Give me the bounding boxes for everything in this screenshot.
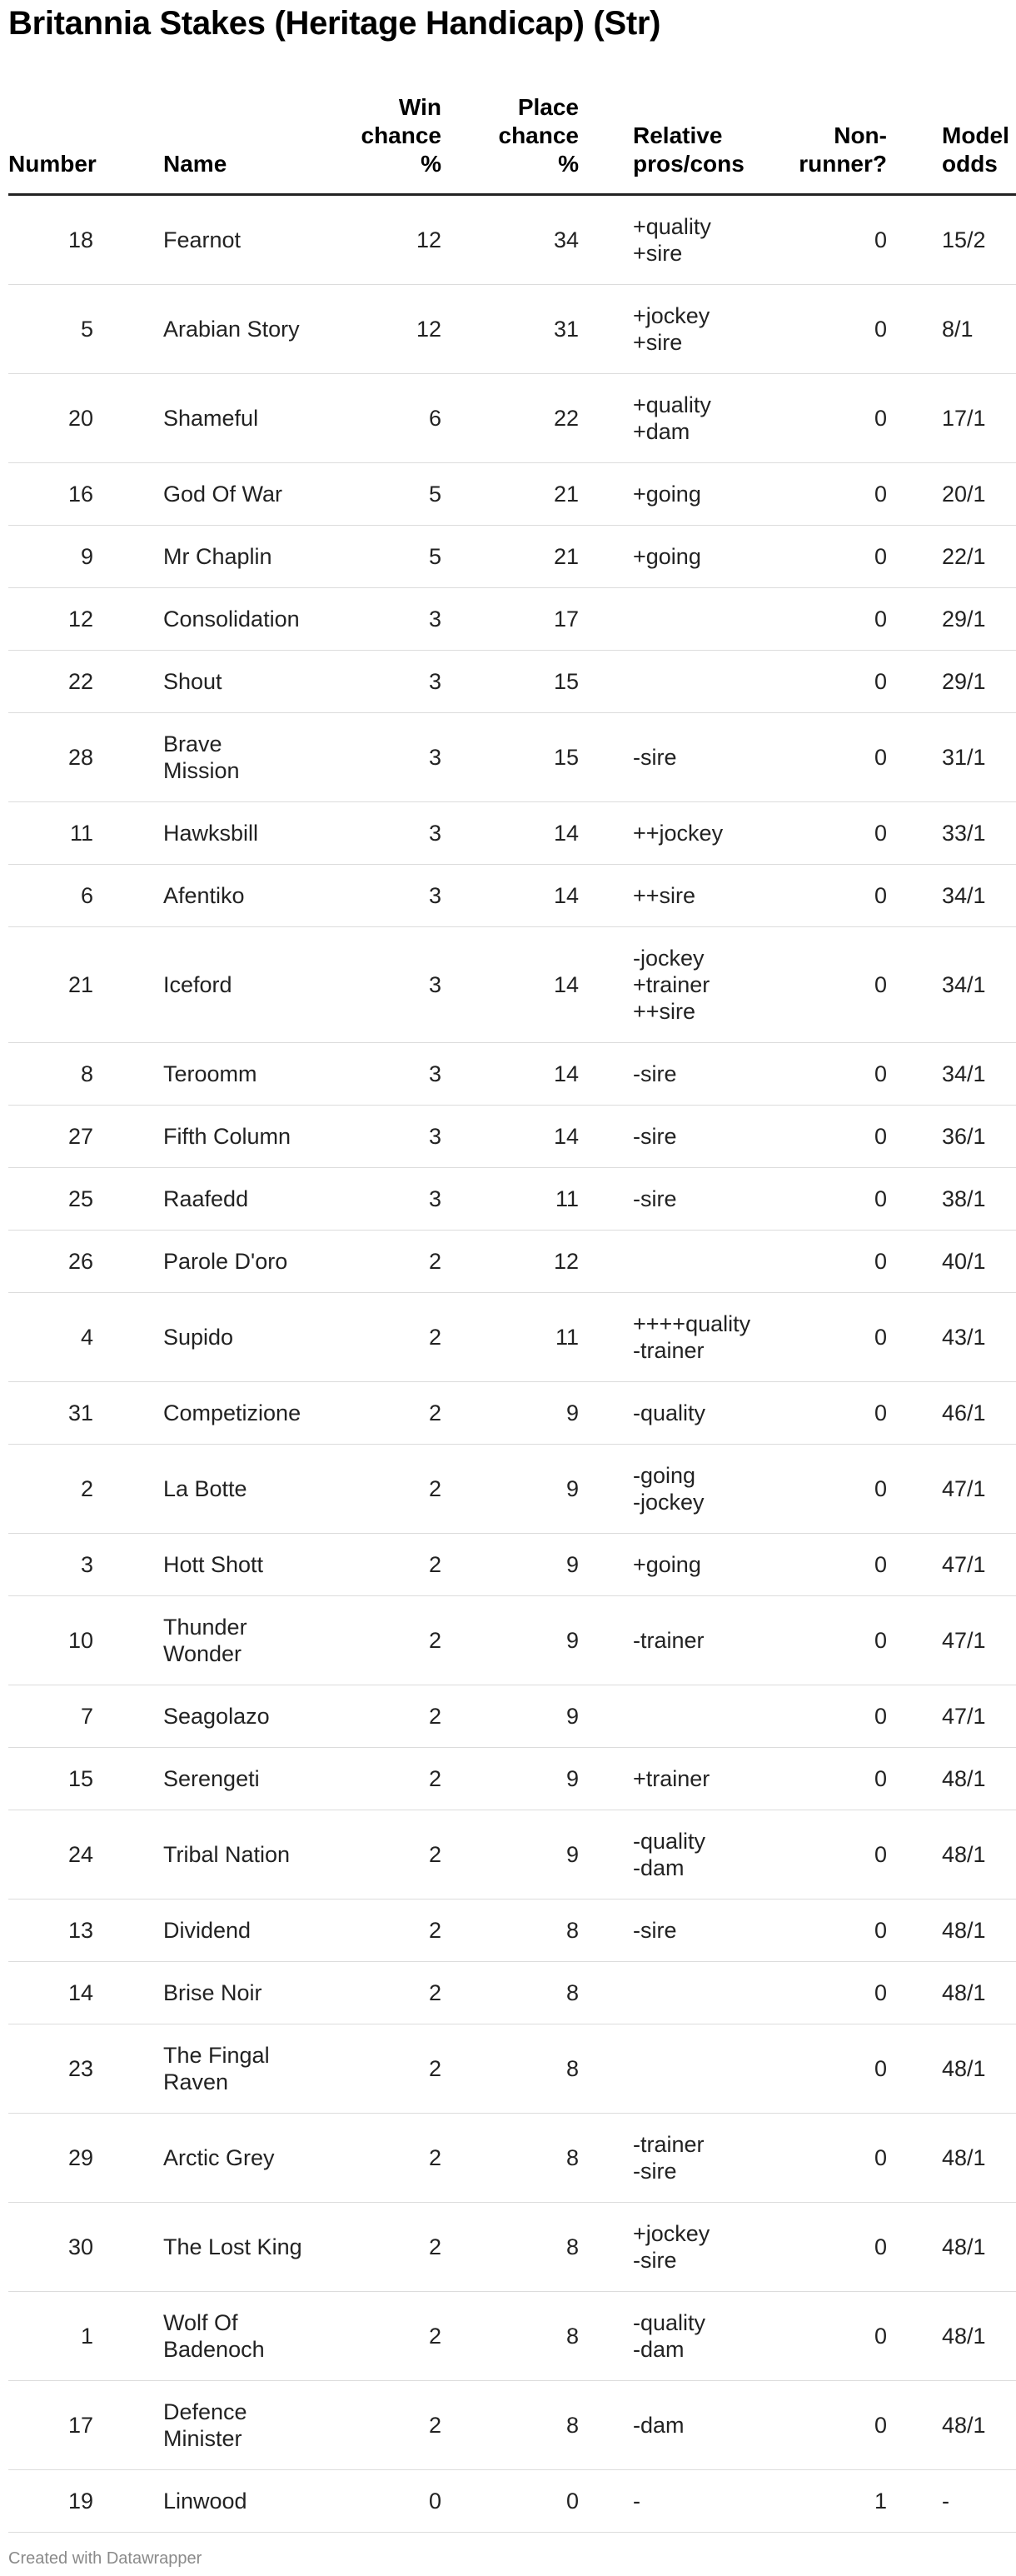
cell-model-odds: 34/1 xyxy=(887,1043,1016,1106)
cell-win-chance: 12 xyxy=(341,195,441,285)
cell-non-runner: 0 xyxy=(770,1043,887,1106)
cell-place-chance: 8 xyxy=(441,1900,579,1962)
cell-model-odds: 47/1 xyxy=(887,1685,1016,1748)
table-row xyxy=(8,2381,1016,2470)
table-row xyxy=(8,2292,1016,2381)
table-row xyxy=(8,1382,1016,1445)
cell-horse-name: Mr Chaplin xyxy=(100,526,341,588)
cell-place-chance: 9 xyxy=(441,1382,579,1445)
cell-model-odds: 40/1 xyxy=(887,1231,1016,1293)
cell-horse-name: La Botte xyxy=(100,1445,341,1534)
cell-number: 27 xyxy=(8,1106,100,1168)
cell-number: 16 xyxy=(8,463,100,526)
cell-model-odds: 17/1 xyxy=(887,374,1016,463)
cell-non-runner: 0 xyxy=(770,651,887,713)
table-row xyxy=(8,927,1016,1043)
cell-horse-name: God Of War xyxy=(100,463,341,526)
cell-win-chance: 2 xyxy=(341,1900,441,1962)
cell-win-chance: 5 xyxy=(341,526,441,588)
table-body xyxy=(8,195,1016,2533)
cell-model-odds: 48/1 xyxy=(887,2381,1016,2470)
cell-relative-pros-cons: -sire xyxy=(579,1106,770,1168)
cell-relative-pros-cons xyxy=(579,1962,770,2024)
cell-horse-name: Brise Noir xyxy=(100,1962,341,2024)
table-row xyxy=(8,588,1016,651)
cell-relative-pros-cons: +going xyxy=(579,463,770,526)
cell-relative-pros-cons xyxy=(579,651,770,713)
cell-relative-pros-cons: +quality +dam xyxy=(579,374,770,463)
cell-horse-name: Consolidation xyxy=(100,588,341,651)
table-row xyxy=(8,651,1016,713)
table-row xyxy=(8,1748,1016,1810)
cell-model-odds: 47/1 xyxy=(887,1596,1016,1685)
cell-model-odds: 47/1 xyxy=(887,1534,1016,1596)
cell-relative-pros-cons: -sire xyxy=(579,1168,770,1231)
cell-place-chance: 8 xyxy=(441,2203,579,2292)
cell-win-chance: 2 xyxy=(341,1685,441,1748)
cell-model-odds: 48/1 xyxy=(887,1900,1016,1962)
cell-horse-name: Wolf Of Badenoch xyxy=(100,2292,341,2381)
cell-win-chance: 2 xyxy=(341,1445,441,1534)
cell-horse-name: Linwood xyxy=(100,2470,341,2533)
cell-horse-name: Serengeti xyxy=(100,1748,341,1810)
cell-place-chance: 12 xyxy=(441,1231,579,1293)
table-row xyxy=(8,865,1016,927)
header-non-runner[interactable]: Non- runner? xyxy=(770,93,887,195)
cell-win-chance: 0 xyxy=(341,2470,441,2533)
cell-non-runner: 0 xyxy=(770,865,887,927)
cell-place-chance: 8 xyxy=(441,2024,579,2114)
table-row xyxy=(8,1962,1016,2024)
table-row xyxy=(8,1685,1016,1748)
header-place-chance[interactable]: Place chance % xyxy=(441,93,579,195)
cell-non-runner: 0 xyxy=(770,1445,887,1534)
cell-number: 3 xyxy=(8,1534,100,1596)
cell-non-runner: 0 xyxy=(770,1596,887,1685)
cell-place-chance: 15 xyxy=(441,713,579,802)
table-row xyxy=(8,2470,1016,2533)
cell-place-chance: 14 xyxy=(441,1043,579,1106)
cell-place-chance: 0 xyxy=(441,2470,579,2533)
cell-horse-name: Shout xyxy=(100,651,341,713)
header-win-chance[interactable]: Win chance % xyxy=(341,93,441,195)
cell-horse-name: Competizione xyxy=(100,1382,341,1445)
cell-win-chance: 2 xyxy=(341,2024,441,2114)
cell-relative-pros-cons: -quality -dam xyxy=(579,1810,770,1900)
cell-model-odds: 47/1 xyxy=(887,1445,1016,1534)
cell-win-chance: 2 xyxy=(341,1810,441,1900)
cell-win-chance: 2 xyxy=(341,1382,441,1445)
cell-model-odds: 20/1 xyxy=(887,463,1016,526)
table-row xyxy=(8,285,1016,374)
cell-place-chance: 14 xyxy=(441,1106,579,1168)
cell-non-runner: 0 xyxy=(770,2381,887,2470)
cell-horse-name: Fifth Column xyxy=(100,1106,341,1168)
cell-horse-name: Raafedd xyxy=(100,1168,341,1231)
cell-place-chance: 9 xyxy=(441,1445,579,1534)
cell-place-chance: 15 xyxy=(441,651,579,713)
cell-place-chance: 9 xyxy=(441,1748,579,1810)
cell-non-runner: 0 xyxy=(770,1293,887,1382)
cell-non-runner: 0 xyxy=(770,1231,887,1293)
cell-win-chance: 2 xyxy=(341,2203,441,2292)
cell-number: 7 xyxy=(8,1685,100,1748)
cell-win-chance: 2 xyxy=(341,1962,441,2024)
cell-model-odds: 46/1 xyxy=(887,1382,1016,1445)
cell-win-chance: 12 xyxy=(341,285,441,374)
cell-horse-name: Dividend xyxy=(100,1900,341,1962)
cell-number: 30 xyxy=(8,2203,100,2292)
table-row xyxy=(8,1293,1016,1382)
table-header xyxy=(8,93,1016,195)
cell-non-runner: 0 xyxy=(770,1810,887,1900)
cell-number: 2 xyxy=(8,1445,100,1534)
cell-number: 21 xyxy=(8,927,100,1043)
cell-win-chance: 2 xyxy=(341,2381,441,2470)
cell-horse-name: Afentiko xyxy=(100,865,341,927)
cell-place-chance: 8 xyxy=(441,2114,579,2203)
cell-horse-name: Tribal Nation xyxy=(100,1810,341,1900)
cell-horse-name: Arabian Story xyxy=(100,285,341,374)
cell-relative-pros-cons: ++sire xyxy=(579,865,770,927)
cell-non-runner: 0 xyxy=(770,2203,887,2292)
cell-relative-pros-cons xyxy=(579,588,770,651)
table-row xyxy=(8,1043,1016,1106)
cell-non-runner: 0 xyxy=(770,195,887,285)
cell-win-chance: 2 xyxy=(341,1534,441,1596)
cell-horse-name: The Lost King xyxy=(100,2203,341,2292)
cell-number: 14 xyxy=(8,1962,100,2024)
table-row xyxy=(8,1445,1016,1534)
cell-number: 8 xyxy=(8,1043,100,1106)
table-row xyxy=(8,374,1016,463)
cell-relative-pros-cons: -jockey +trainer ++sire xyxy=(579,927,770,1043)
cell-number: 6 xyxy=(8,865,100,927)
cell-win-chance: 3 xyxy=(341,1106,441,1168)
cell-non-runner: 0 xyxy=(770,802,887,865)
cell-place-chance: 21 xyxy=(441,526,579,588)
cell-non-runner: 0 xyxy=(770,2114,887,2203)
cell-relative-pros-cons: ++jockey xyxy=(579,802,770,865)
cell-number: 11 xyxy=(8,802,100,865)
cell-win-chance: 3 xyxy=(341,865,441,927)
table-row xyxy=(8,1534,1016,1596)
cell-horse-name: Hott Shott xyxy=(100,1534,341,1596)
table-row xyxy=(8,2024,1016,2114)
datawrapper-credit[interactable]: Created with Datawrapper xyxy=(8,2549,202,2568)
cell-win-chance: 2 xyxy=(341,1596,441,1685)
cell-place-chance: 14 xyxy=(441,802,579,865)
cell-horse-name: Teroomm xyxy=(100,1043,341,1106)
cell-relative-pros-cons: +quality +sire xyxy=(579,195,770,285)
cell-non-runner: 0 xyxy=(770,374,887,463)
cell-model-odds: 29/1 xyxy=(887,588,1016,651)
cell-number: 10 xyxy=(8,1596,100,1685)
cell-win-chance: 2 xyxy=(341,2292,441,2381)
cell-non-runner: 0 xyxy=(770,526,887,588)
cell-horse-name: Shameful xyxy=(100,374,341,463)
cell-win-chance: 2 xyxy=(341,2114,441,2203)
cell-number: 22 xyxy=(8,651,100,713)
cell-relative-pros-cons xyxy=(579,1685,770,1748)
cell-win-chance: 2 xyxy=(341,1748,441,1810)
table-row xyxy=(8,2203,1016,2292)
table-row xyxy=(8,195,1016,285)
cell-model-odds: 48/1 xyxy=(887,1962,1016,2024)
table-row xyxy=(8,1810,1016,1900)
cell-horse-name: The Fingal Raven xyxy=(100,2024,341,2114)
cell-win-chance: 3 xyxy=(341,802,441,865)
cell-place-chance: 9 xyxy=(441,1810,579,1900)
cell-horse-name: Defence Minister xyxy=(100,2381,341,2470)
cell-win-chance: 3 xyxy=(341,588,441,651)
cell-place-chance: 8 xyxy=(441,1962,579,2024)
cell-place-chance: 14 xyxy=(441,927,579,1043)
cell-place-chance: 9 xyxy=(441,1596,579,1685)
cell-number: 17 xyxy=(8,2381,100,2470)
cell-relative-pros-cons xyxy=(579,2024,770,2114)
cell-non-runner: 0 xyxy=(770,1900,887,1962)
cell-win-chance: 6 xyxy=(341,374,441,463)
cell-number: 15 xyxy=(8,1748,100,1810)
cell-horse-name: Supido xyxy=(100,1293,341,1382)
header-number[interactable]: Number xyxy=(8,93,100,195)
cell-win-chance: 3 xyxy=(341,927,441,1043)
cell-place-chance: 21 xyxy=(441,463,579,526)
cell-number: 23 xyxy=(8,2024,100,2114)
cell-model-odds: 48/1 xyxy=(887,1810,1016,1900)
cell-horse-name: Seagolazo xyxy=(100,1685,341,1748)
cell-relative-pros-cons: +going xyxy=(579,1534,770,1596)
cell-relative-pros-cons: +trainer xyxy=(579,1748,770,1810)
table-row xyxy=(8,1168,1016,1231)
cell-horse-name: Fearnot xyxy=(100,195,341,285)
cell-non-runner: 0 xyxy=(770,2292,887,2381)
header-row xyxy=(8,93,1016,195)
cell-win-chance: 3 xyxy=(341,1043,441,1106)
cell-non-runner: 0 xyxy=(770,927,887,1043)
cell-horse-name: Arctic Grey xyxy=(100,2114,341,2203)
cell-win-chance: 3 xyxy=(341,713,441,802)
cell-horse-name: Iceford xyxy=(100,927,341,1043)
cell-model-odds: 33/1 xyxy=(887,802,1016,865)
table-row xyxy=(8,463,1016,526)
cell-relative-pros-cons: -quality xyxy=(579,1382,770,1445)
cell-place-chance: 9 xyxy=(441,1685,579,1748)
page-title: Britannia Stakes (Heritage Handicap) (Str) xyxy=(8,5,661,42)
cell-model-odds: 34/1 xyxy=(887,865,1016,927)
cell-number: 18 xyxy=(8,195,100,285)
cell-number: 28 xyxy=(8,713,100,802)
cell-relative-pros-cons: -sire xyxy=(579,1043,770,1106)
cell-number: 31 xyxy=(8,1382,100,1445)
table-row xyxy=(8,1106,1016,1168)
cell-model-odds: 48/1 xyxy=(887,2203,1016,2292)
cell-number: 26 xyxy=(8,1231,100,1293)
cell-relative-pros-cons: -quality -dam xyxy=(579,2292,770,2381)
cell-relative-pros-cons xyxy=(579,1231,770,1293)
table-row xyxy=(8,1900,1016,1962)
cell-place-chance: 9 xyxy=(441,1534,579,1596)
cell-non-runner: 0 xyxy=(770,1168,887,1231)
cell-model-odds: - xyxy=(887,2470,1016,2533)
cell-non-runner: 0 xyxy=(770,1962,887,2024)
cell-relative-pros-cons: -sire xyxy=(579,713,770,802)
cell-relative-pros-cons: -trainer xyxy=(579,1596,770,1685)
cell-non-runner: 0 xyxy=(770,713,887,802)
cell-place-chance: 11 xyxy=(441,1293,579,1382)
cell-number: 9 xyxy=(8,526,100,588)
cell-relative-pros-cons: +going xyxy=(579,526,770,588)
cell-non-runner: 0 xyxy=(770,463,887,526)
cell-model-odds: 48/1 xyxy=(887,2024,1016,2114)
cell-non-runner: 0 xyxy=(770,1534,887,1596)
cell-model-odds: 48/1 xyxy=(887,1748,1016,1810)
table-row xyxy=(8,526,1016,588)
cell-number: 13 xyxy=(8,1900,100,1962)
cell-number: 24 xyxy=(8,1810,100,1900)
cell-win-chance: 3 xyxy=(341,651,441,713)
cell-number: 29 xyxy=(8,2114,100,2203)
cell-win-chance: 2 xyxy=(341,1231,441,1293)
header-name[interactable]: Name xyxy=(100,93,341,195)
cell-non-runner: 0 xyxy=(770,2024,887,2114)
cell-model-odds: 8/1 xyxy=(887,285,1016,374)
header-relative-pros-cons[interactable]: Relative pros/cons xyxy=(579,93,770,195)
cell-relative-pros-cons: +jockey +sire xyxy=(579,285,770,374)
cell-number: 19 xyxy=(8,2470,100,2533)
cell-place-chance: 11 xyxy=(441,1168,579,1231)
table-row xyxy=(8,2114,1016,2203)
cell-place-chance: 31 xyxy=(441,285,579,374)
cell-model-odds: 36/1 xyxy=(887,1106,1016,1168)
cell-number: 12 xyxy=(8,588,100,651)
cell-horse-name: Hawksbill xyxy=(100,802,341,865)
cell-model-odds: 31/1 xyxy=(887,713,1016,802)
cell-non-runner: 0 xyxy=(770,1382,887,1445)
cell-number: 5 xyxy=(8,285,100,374)
cell-place-chance: 17 xyxy=(441,588,579,651)
cell-place-chance: 14 xyxy=(441,865,579,927)
cell-win-chance: 5 xyxy=(341,463,441,526)
cell-place-chance: 22 xyxy=(441,374,579,463)
cell-non-runner: 0 xyxy=(770,1685,887,1748)
odds-table xyxy=(8,93,1016,2533)
cell-number: 20 xyxy=(8,374,100,463)
cell-model-odds: 38/1 xyxy=(887,1168,1016,1231)
cell-non-runner: 0 xyxy=(770,285,887,374)
cell-place-chance: 34 xyxy=(441,195,579,285)
cell-non-runner: 1 xyxy=(770,2470,887,2533)
cell-relative-pros-cons: -going -jockey xyxy=(579,1445,770,1534)
cell-relative-pros-cons: -dam xyxy=(579,2381,770,2470)
cell-non-runner: 0 xyxy=(770,1106,887,1168)
cell-model-odds: 29/1 xyxy=(887,651,1016,713)
cell-model-odds: 34/1 xyxy=(887,927,1016,1043)
cell-relative-pros-cons: +jockey -sire xyxy=(579,2203,770,2292)
cell-number: 4 xyxy=(8,1293,100,1382)
cell-win-chance: 3 xyxy=(341,1168,441,1231)
cell-relative-pros-cons: -trainer -sire xyxy=(579,2114,770,2203)
cell-relative-pros-cons: ++++quality -trainer xyxy=(579,1293,770,1382)
cell-model-odds: 15/2 xyxy=(887,195,1016,285)
table-row xyxy=(8,1596,1016,1685)
cell-model-odds: 43/1 xyxy=(887,1293,1016,1382)
cell-win-chance: 2 xyxy=(341,1293,441,1382)
cell-model-odds: 48/1 xyxy=(887,2292,1016,2381)
cell-place-chance: 8 xyxy=(441,2381,579,2470)
table-row xyxy=(8,713,1016,802)
cell-relative-pros-cons: - xyxy=(579,2470,770,2533)
cell-number: 25 xyxy=(8,1168,100,1231)
cell-horse-name: Brave Mission xyxy=(100,713,341,802)
cell-place-chance: 8 xyxy=(441,2292,579,2381)
cell-model-odds: 22/1 xyxy=(887,526,1016,588)
cell-horse-name: Parole D'oro xyxy=(100,1231,341,1293)
cell-non-runner: 0 xyxy=(770,1748,887,1810)
cell-non-runner: 0 xyxy=(770,588,887,651)
cell-relative-pros-cons: -sire xyxy=(579,1900,770,1962)
cell-number: 1 xyxy=(8,2292,100,2381)
header-model-odds[interactable]: Model odds xyxy=(887,93,1016,195)
cell-horse-name: Thunder Wonder xyxy=(100,1596,341,1685)
table-row xyxy=(8,802,1016,865)
cell-model-odds: 48/1 xyxy=(887,2114,1016,2203)
table-row xyxy=(8,1231,1016,1293)
